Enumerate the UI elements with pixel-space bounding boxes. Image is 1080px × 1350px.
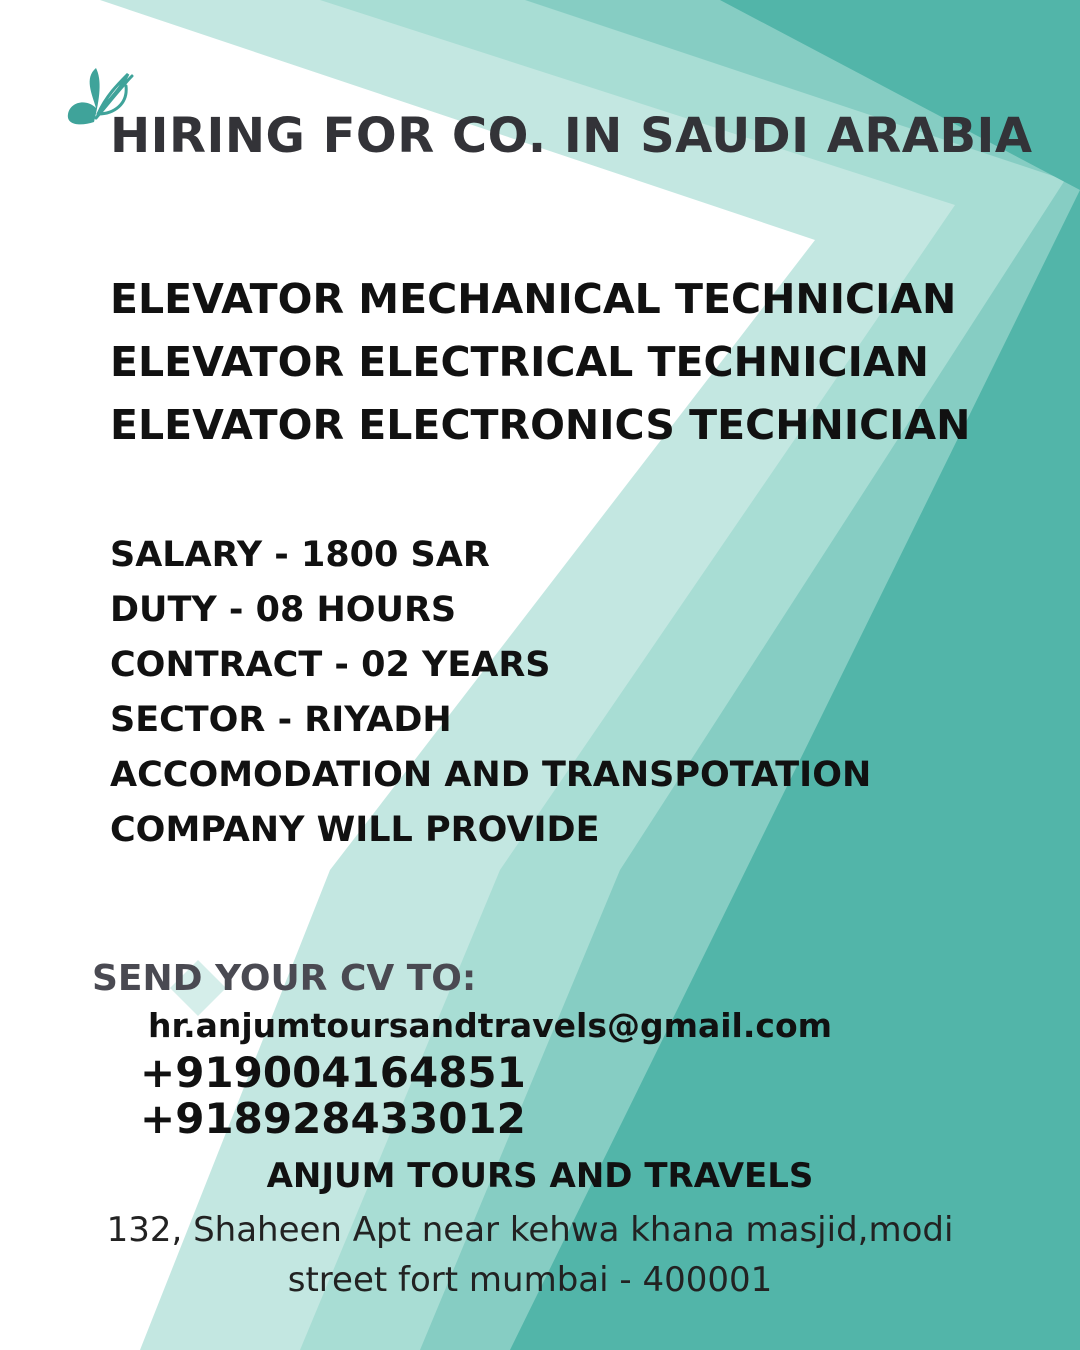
duty-detail: DUTY - 08 HOURS: [110, 590, 457, 630]
sector-detail: SECTOR - RIYADH: [110, 700, 452, 740]
positions-list: [110, 268, 970, 457]
salary-detail: SALARY - 1800 SAR: [110, 535, 490, 575]
position-item: ELEVATOR MECHANICAL TECHNICIAN: [110, 275, 957, 323]
benefits-detail: ACCOMODATION AND TRANSPOTATION: [110, 755, 872, 795]
phone-number[interactable]: +918928433012: [140, 1094, 526, 1143]
phone-number[interactable]: +919004164851: [140, 1048, 526, 1097]
position-item: ELEVATOR ELECTRICAL TECHNICIAN: [110, 338, 929, 386]
company-address: 132, Shaheen Apt near kehwa khana masjid,modi street fort mumbai - 400001: [106, 1210, 954, 1300]
headline: HIRING FOR CO. IN SAUDI ARABIA: [110, 108, 1033, 164]
position-item: ELEVATOR ELECTRONICS TECHNICIAN: [110, 401, 971, 449]
job-details: [110, 528, 871, 858]
company-name: ANJUM TOURS AND TRAVELS: [266, 1156, 814, 1196]
email-link[interactable]: hr.anjumtoursandtravels@gmail.com: [148, 1006, 833, 1045]
cv-heading: SEND YOUR CV TO:: [92, 958, 477, 999]
contract-detail: CONTRACT - 02 YEARS: [110, 645, 551, 685]
benefits-detail-cont: COMPANY WILL PROVIDE: [110, 810, 600, 850]
